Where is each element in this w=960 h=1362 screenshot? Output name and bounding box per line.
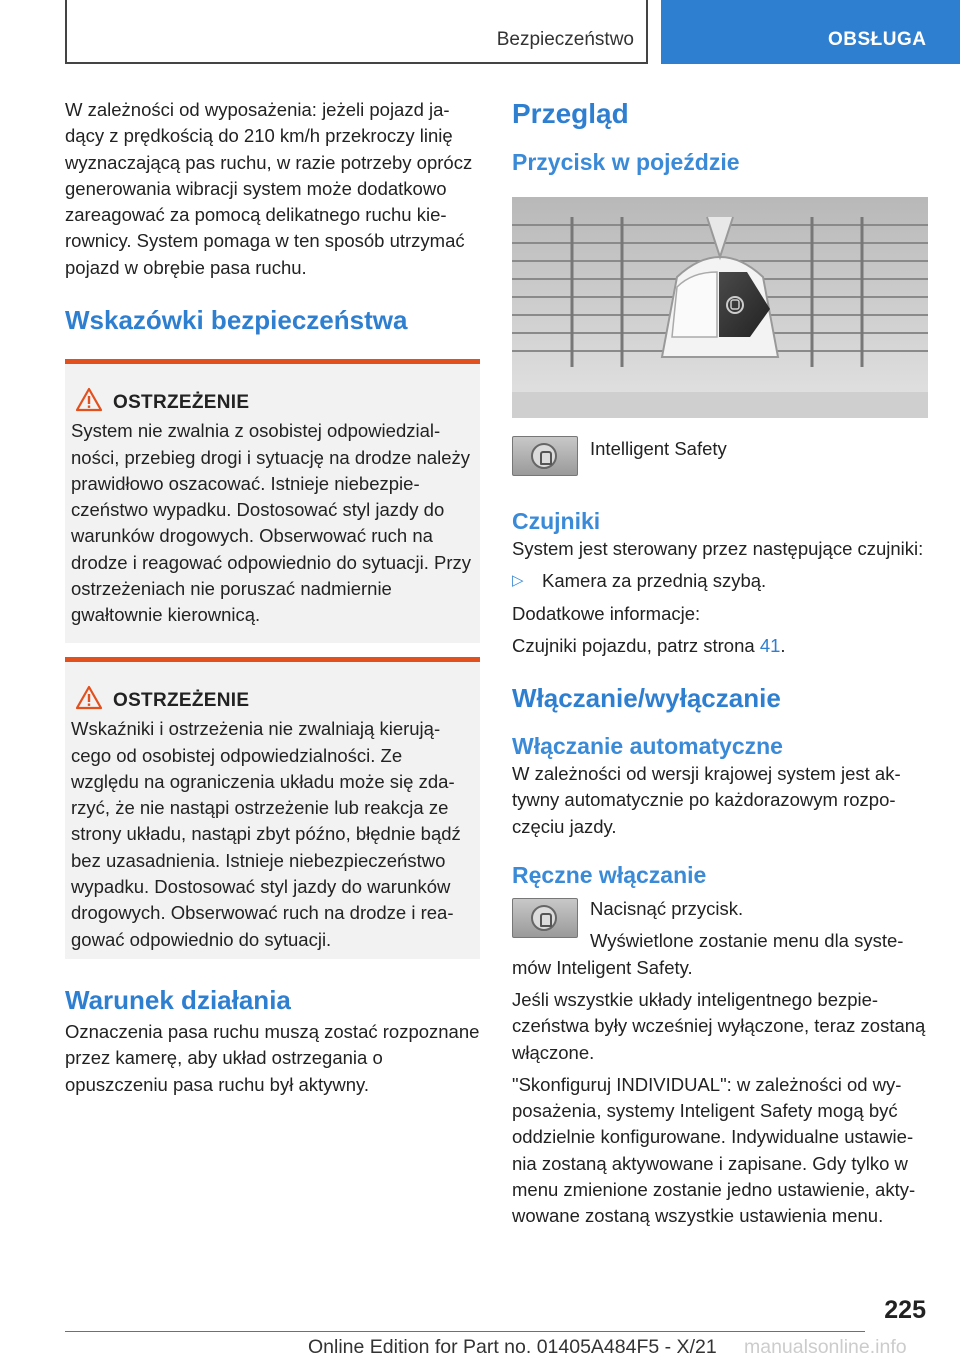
bullet-triangle-icon: ▷ (512, 572, 524, 590)
more-info-label: Dodatkowe informacje: (512, 602, 701, 624)
header-section-box (65, 0, 648, 64)
vehicle-sensors-prefix: Czujniki pojazdu, patrz strona (512, 634, 760, 656)
footer-edition (308, 1336, 717, 1359)
warning-title-text-1: OSTRZEŻENIE (113, 392, 250, 413)
warning-triangle-icon (75, 685, 103, 710)
manual-menu-text: Wyświetlone zostanie menu dla systemów Inteligent Safety. (512, 930, 904, 978)
header-chapter-tab (661, 0, 960, 64)
button-label-row (512, 436, 928, 482)
button-label: Intelligent Safety (590, 438, 727, 459)
warning-text-2: Wskaźniki i ostrzeżenia nie zwalniają kierującego od osobistej odpowiedzialności. Ze względu na ograniczenia układu może się zdarzyć, że nie nastąpi ostrzeżenie lub reakcja ze strony układu, nastąpi zbyt późno, błędnie bądź bez uzasadnienia. Istnieje niebezpieczeństwo wypadku. Dostosować styl jazdy do warunków drogowych. Obserwować ruch na drodze i reagować odpowiednio do sytuacji. (71, 718, 461, 950)
footer-watermark: manualsonline.info (744, 1336, 907, 1358)
overview-heading: Przegląd (512, 98, 629, 129)
footer-divider (65, 1331, 865, 1332)
button-heading: Przycisk w pojeździe (512, 149, 740, 175)
warning-title-2 (71, 688, 472, 714)
left-column (65, 97, 480, 1098)
vehicle-sensors-suffix: . (780, 634, 786, 656)
intelligent-safety-button-icon (512, 898, 578, 938)
sensor-list-item (512, 568, 928, 594)
warning-text-1: System nie zwalnia z osobistej odpowiedzialności, przebieg drogi i sytuację na drodze należy prawidłowo oszacować. Istnieje niebezpieczeństwo wypadku. Dostosować styl jazdy do warunków drogowych. Obserwować ruch na drodze i reagować odpowiednio do sytuacji. Przy ostrzeżeniach nie poruszać nadmiernie gwałtownie kierownicą. (71, 420, 472, 626)
warning-box-1 (65, 359, 480, 643)
manual-press-row (512, 896, 928, 981)
page-41-link[interactable]: 41 (759, 634, 781, 656)
manual-paragraph-3: "Skonfiguruj INDIVIDUAL": w zależności od wyposażenia, systemy Inteligent Safety mogą być oddzielnie konfigurowane. Indywidualne ustawienia zostaną aktywowane i zapisane. Gdy tylko w menu zmienione zostanie jedno ustawienie, aktywowane zostaną wszystkie ustawienia menu. (512, 1073, 916, 1227)
warning-title-1 (71, 390, 472, 416)
dashboard-button-illustration (512, 197, 928, 418)
warning-box-2 (65, 657, 480, 959)
vehicle-button-photo (512, 197, 928, 418)
condition-paragraph: Oznaczenia pasa ruchu muszą zostać rozpoznane przez kamerę, aby układ ostrzegania o opuszczeniu pasa ruchu był aktywny. (65, 1021, 480, 1095)
sensors-heading: Czujniki (512, 508, 601, 534)
page-number: 225 (884, 1296, 926, 1324)
header-section-title: Bezpieczeństwo (496, 29, 634, 50)
manual-heading: Ręczne włączanie (512, 862, 707, 889)
intro-paragraph: W zależności od wyposażenia: jeżeli pojazd jadący z prędkością do 210 km/h przekroczy linię wyznaczającą pas ruchu, w razie potrzeby oprócz generowania wibracji system może dodatkowo zareagować za pomocą delikatnego ruchu kierownicy. System pomaga w ten sposób utrzymać pojazd w obrębie pasa ruchu. (65, 99, 473, 278)
onoff-heading: Włączanie/wyłączanie (512, 683, 781, 714)
intelligent-safety-button-icon (512, 436, 578, 476)
manual-paragraph-2: Jeśli wszystkie układy inteligentnego bezpieczeństwa były wcześniej wyłączone, teraz zostaną włączone. (512, 988, 926, 1063)
safety-heading: Wskazówki bezpieczeństwa (65, 305, 408, 335)
sensor-item-text: Kamera za przednią szybą. (542, 570, 767, 592)
vehicle-sensors-ref (512, 633, 928, 659)
warning-title-text-2: OSTRZEŻENIE (113, 690, 250, 711)
auto-heading: Włączanie automatyczne (512, 733, 783, 760)
condition-heading: Warunek działania (65, 985, 291, 1015)
manual-press-text: Nacisnąć przycisk. (590, 898, 744, 920)
header-chapter-label: OBSŁUGA (828, 29, 927, 50)
right-column (512, 97, 928, 1230)
warning-triangle-icon (75, 387, 103, 412)
footer-edition-text: Online Edition for Part no. 01405A484F5 - X/21 (308, 1336, 717, 1358)
auto-paragraph: W zależności od wersji krajowej system jest aktywny automatycznie po każdorazowym rozpoczęciu jazdy. (512, 763, 901, 837)
sensors-paragraph: System jest sterowany przez następujące czujniki: (512, 538, 924, 559)
